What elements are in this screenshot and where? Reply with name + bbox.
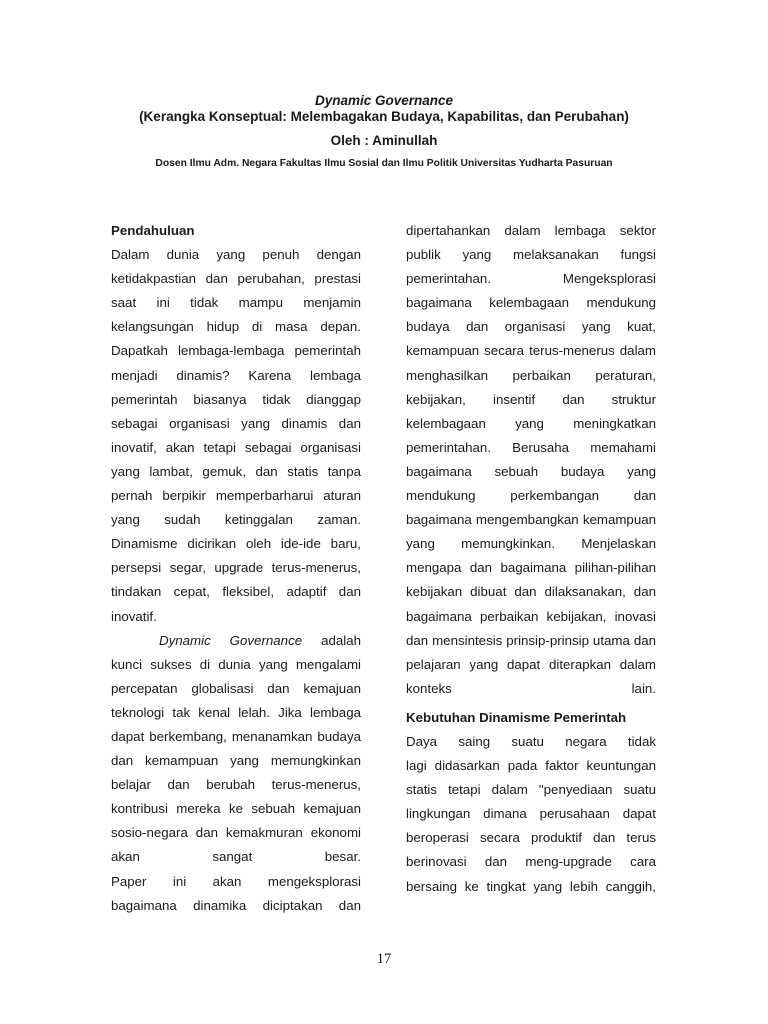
paper-subtitle: (Kerangka Konseptual: Melembagakan Budaya, Kapabilitas, dan Perubahan) bbox=[139, 109, 629, 124]
paragraph-intro: Dalam dunia yang penuh dengan ketidakpastian dan perubahan, prestasi saat ini tidak mampu menjamin kelangsungan hidup di masa depan. Dapatkah lembaga-lembaga pemerintah menjadi dinamis? Karena lembaga pemerintah biasanya tidak dianggap sebagai organisasi yang dinamis dan inovatif, akan tetapi sebagai organisasi yang lambat, gemuk, dan statis tanpa pernah berpikir memperbarharui aturan yang sudah ketinggalan zaman. Dinamisme dicirikan oleh ide-ide baru, persepsi segar, upgrade terus-menerus, tindakan cepat, fleksibel, adaptif dan inovatif. bbox=[111, 247, 361, 624]
italic-term: Dynamic Governance bbox=[159, 632, 303, 648]
section-heading-pendahuluan: Pendahuluan bbox=[111, 223, 195, 238]
author-line: Oleh : Aminullah bbox=[330, 133, 438, 148]
section-heading-kebutuhan: Kebutuhan Dinamisme Pemerintah bbox=[406, 709, 627, 725]
paper-title: Dynamic Governance bbox=[314, 93, 454, 108]
right-column bbox=[406, 219, 656, 899]
author-affiliation: Dosen Ilmu Adm. Negara Fakultas Ilmu Sosial dan Ilmu Politik Universitas Yudharta Pasuruan bbox=[155, 158, 613, 169]
left-column bbox=[111, 219, 361, 918]
paragraph-paper-scope: Paper ini akan mengeksplorasi bagaimana dinamika diciptakan dan bbox=[111, 873, 361, 913]
paragraph-continuation: dipertahankan dalam lembaga sektor publik yang melaksanakan fungsi pemerintahan. Mengeksplorasi bagaimana kelembagaan mendukung budaya dan organisasi yang kuat, kemampuan secara terus-menerus dalam menghasilkan perbaikan peraturan, kebijakan, insentif dan struktur kelembagaan yang meningkatkan pemerintahan. Berusaha memahami bagaimana sebuah budaya yang mendukung perkembangan dan bagaimana mengembangkan kemampuan yang memungkinkan. Menjelaskan mengapa dan bagaimana pilihan-pilihan kebijakan dibuat dan dilaksanakan, dan bagaimana perbaikan kebijakan, inovasi dan mensintesis prinsip-prinsip utama dan pelajaran yang dapat diterapkan dalam konteks lain. bbox=[406, 223, 656, 696]
paragraph-dynamic-governance-text: adalah kunci sukses di dunia yang mengalami percepatan globalisasi dan kemajuan teknologi tak kenal lelah. Jika lembaga dapat berkembang, menanamkan budaya dan kemampuan yang memungkinkan belajar dan berubah terus-menerus, kontribusi mereka ke sebuah kemajuan sosio-negara dan kemakmuran ekonomi akan sangat besar. bbox=[111, 632, 362, 865]
paragraph-competitiveness: Daya saing suatu negara tidak lagi didasarkan pada faktor keuntungan statis tetapi dalam "penyediaan suatu lingkungan dimana perusahaan dapat beroperasi secara produktif dan terus berinovasi dan meng-upgrade cara bersaing ke tingkat yang lebih canggih, bbox=[406, 733, 656, 894]
page-number: 17 bbox=[376, 951, 392, 967]
paragraph-dynamic-governance bbox=[111, 629, 361, 870]
